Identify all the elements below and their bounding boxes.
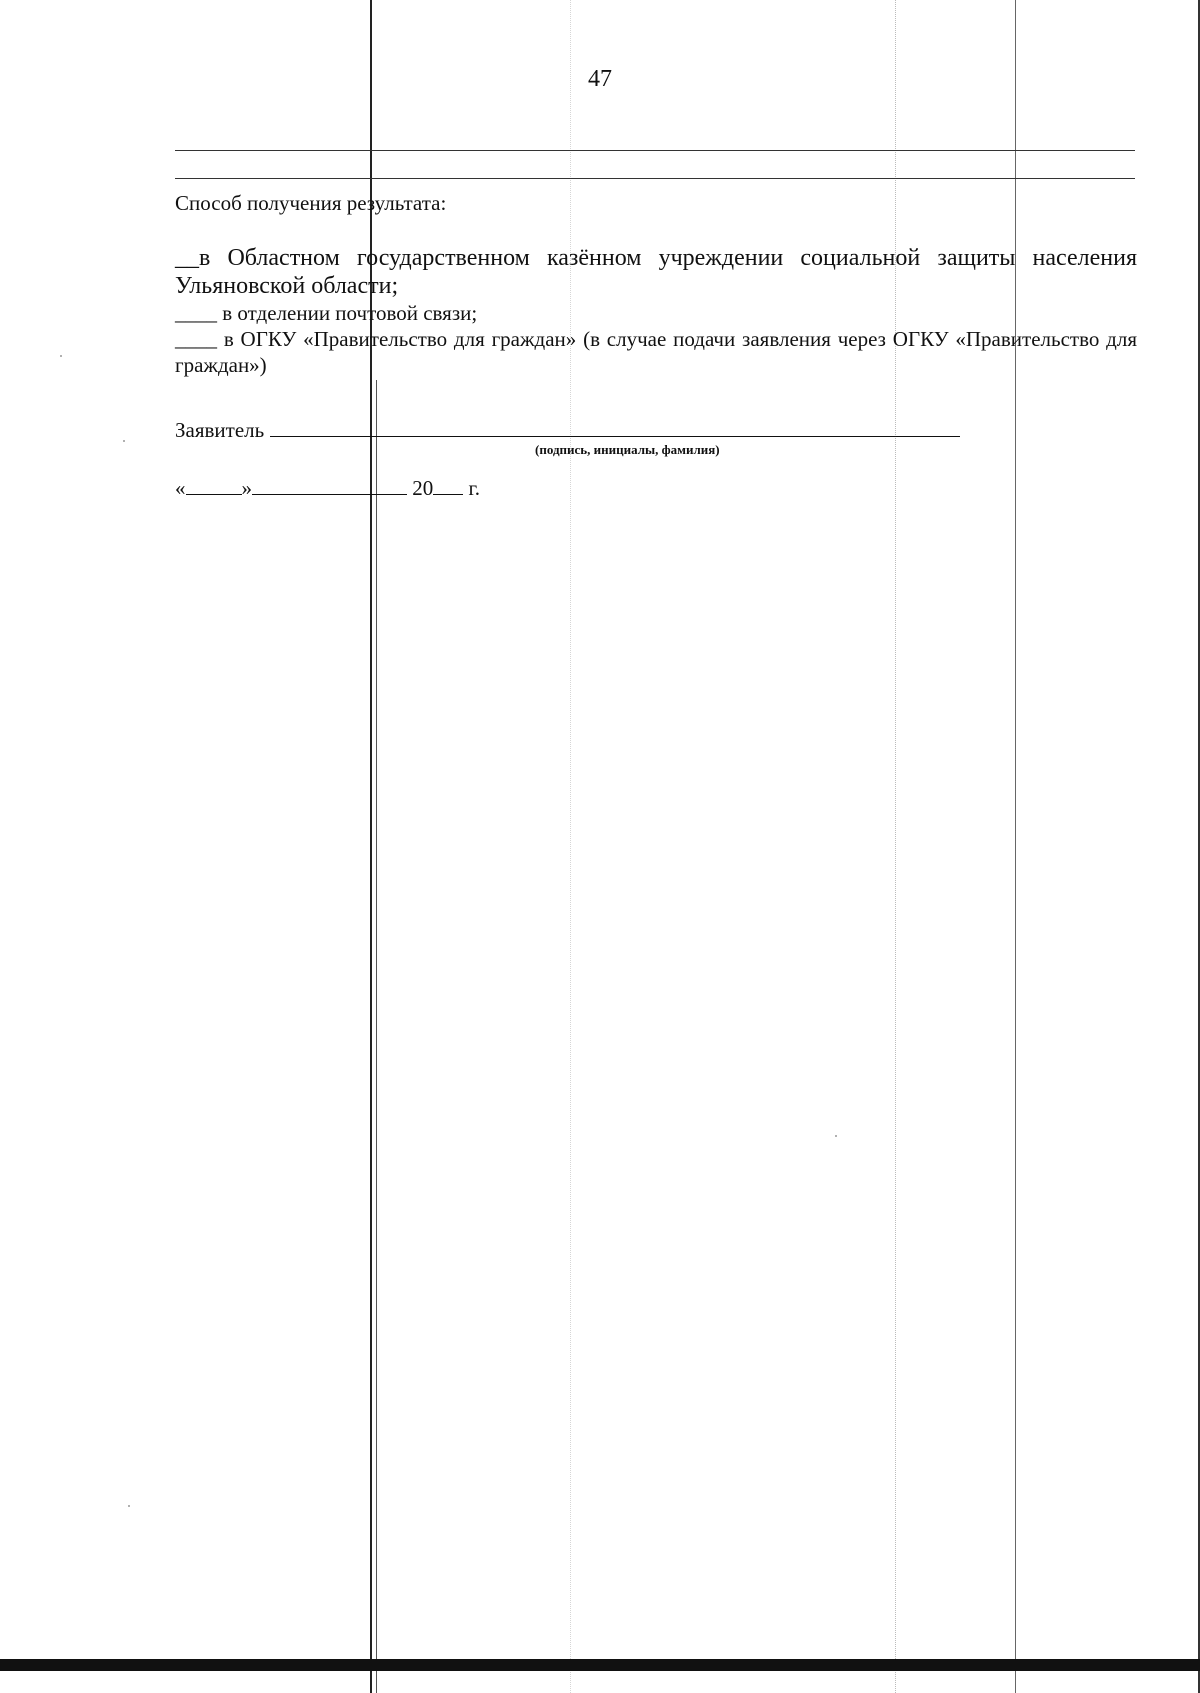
option-post-office (175, 300, 1137, 326)
scan-artifact-line (376, 380, 377, 1693)
date-close-quote: » (241, 476, 252, 500)
date-row (175, 475, 480, 501)
year-blank (433, 476, 463, 495)
option-blank: __ (175, 245, 199, 271)
option-text: в Областном государственном казённом учреждении социальной защиты населения Ульяновской области; (175, 245, 1137, 299)
scan-speck (60, 355, 62, 357)
scan-bottom-band (0, 1659, 1200, 1671)
year-prefix: 20 (412, 476, 434, 500)
applicant-signature-row (175, 416, 960, 443)
option-blank: ____ (175, 327, 217, 351)
date-open-quote: « (175, 476, 186, 500)
result-method-section (175, 190, 1137, 378)
applicant-label: Заявитель (175, 418, 265, 442)
day-blank (186, 476, 242, 495)
header-rule (175, 178, 1135, 179)
option-social-protection (175, 244, 1137, 300)
year-suffix: г. (468, 476, 480, 500)
option-text: в ОГКУ «Правительство для граждан» (в случае подачи заявления через ОГКУ «Правительство для граждан») (175, 327, 1137, 377)
signature-caption: (подпись, инициалы, фамилия) (535, 442, 720, 457)
scan-speck (128, 1505, 130, 1507)
option-blank: ____ (175, 301, 217, 325)
scan-speck (123, 440, 125, 442)
page-number: 47 (588, 66, 612, 92)
header-rule (175, 150, 1135, 151)
option-government-center (175, 326, 1137, 378)
section-heading: Способ получения результата: (175, 191, 447, 215)
month-blank (252, 476, 407, 495)
option-text: в отделении почтовой связи; (217, 301, 478, 325)
signature-line (270, 416, 960, 437)
scan-speck (835, 1135, 837, 1137)
